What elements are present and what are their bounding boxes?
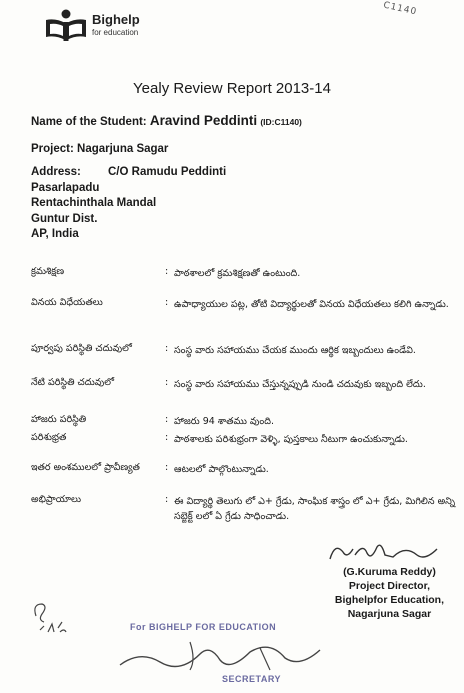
director-signature bbox=[325, 537, 445, 567]
handwritten-id: C1140 bbox=[382, 0, 418, 18]
review-key: పరిశుభ్రత bbox=[31, 432, 67, 443]
review-colon: : bbox=[165, 297, 169, 308]
handwritten-initial bbox=[30, 598, 70, 638]
signature-block bbox=[335, 565, 444, 621]
review-key: హాజరు పరిస్థితి bbox=[31, 414, 87, 425]
review-value: పాఠశాలలో క్రమశిక్షణతో ఉంటుంది. bbox=[174, 268, 301, 279]
secretary-signature bbox=[110, 630, 340, 680]
stamp-top-text: For BIGHELP FOR EDUCATION bbox=[130, 622, 277, 632]
project-line: Project: Nagarjuna Sagar bbox=[31, 143, 169, 155]
book-person-icon bbox=[44, 8, 88, 42]
review-key: అభిప్రాయాలు bbox=[31, 494, 82, 505]
brand-tagline: for education bbox=[92, 28, 139, 37]
student-name-label: Name of the Student: bbox=[31, 116, 147, 128]
review-value: ఈ విద్యార్థి తెలుగు లో ఎ+ గ్రేడు, సాంఘిక శాస్త్రం లో ఎ+ గ్రేడు, మిగిలిన అన్ని సబ్జెక్ట్ లలో ఏ గ్రేడు సాధించాడు. bbox=[174, 496, 456, 522]
review-colon: : bbox=[165, 494, 169, 505]
student-name-line bbox=[31, 113, 302, 128]
address-line: Pasarlapadu bbox=[31, 181, 100, 194]
review-colon: : bbox=[165, 462, 169, 473]
review-value: ఆటలలో పాల్గొంటున్నాడు. bbox=[174, 464, 269, 475]
address-block bbox=[31, 165, 226, 243]
report-title: Yealy Review Report 2013-14 bbox=[133, 80, 331, 97]
review-key: ఇతర అంశములలో ప్రావీణ్యత bbox=[31, 462, 140, 473]
review-value: ఉపాధ్యాయుల పట్ల, తోటి విద్యార్థులతో వినయ విధేయతలు కలిగి ఉన్నాడు. bbox=[174, 299, 449, 310]
address-label: Address: bbox=[31, 166, 81, 178]
review-value: పాఠశాలకు పరిశుభ్రంగా వెళ్ళి, పుస్తకాలు నీటుగా ఉంచుకున్నాడు. bbox=[174, 434, 408, 445]
review-colon: : bbox=[165, 377, 169, 388]
review-colon: : bbox=[165, 432, 169, 443]
address-line: C/O Ramudu Peddinti bbox=[108, 166, 227, 178]
review-colon: : bbox=[165, 343, 169, 354]
review-colon: : bbox=[165, 266, 169, 277]
stamp-bottom-text: SECRETARY bbox=[222, 674, 282, 684]
review-value: సంస్థ వారు సహాయము చేస్తున్నప్పుడి నుండి చదువుకు ఇబ్బంది లేదు. bbox=[174, 379, 426, 390]
review-value: సంస్థ వారు సహాయము చేయక ముందు ఆర్థిక ఇబ్బందులు ఉండేవి. bbox=[174, 345, 416, 356]
review-value: హాజరు 94 శాతము వుంది. bbox=[174, 416, 274, 427]
brand-name: Bighelp bbox=[92, 12, 140, 27]
address-line: AP, India bbox=[31, 228, 79, 240]
bighelp-logo bbox=[44, 8, 140, 42]
signatory-title: Project Director, bbox=[348, 580, 431, 592]
review-key: వినయ విధేయతలు bbox=[31, 297, 103, 308]
signatory-org: Bighelpfor Education, bbox=[334, 594, 444, 606]
review-colon: : bbox=[165, 414, 169, 425]
review-key: నేటి పరిస్థితి చదువులో bbox=[31, 377, 114, 388]
student-name-value: Aravind Peddinti bbox=[149, 113, 258, 128]
signatory-place: Nagarjuna Sagar bbox=[347, 608, 432, 620]
review-key: క్రమశిక్షణ bbox=[31, 266, 65, 277]
address-line: Rentachinthala Mandal bbox=[31, 197, 157, 209]
signatory-name: (G.Kuruma Reddy) bbox=[343, 566, 436, 578]
address-line: Guntur Dist. bbox=[31, 212, 98, 225]
student-id: (ID:C1140) bbox=[260, 117, 302, 127]
review-key: పూర్వపు పరిస్థితి చదువులో bbox=[31, 343, 132, 354]
